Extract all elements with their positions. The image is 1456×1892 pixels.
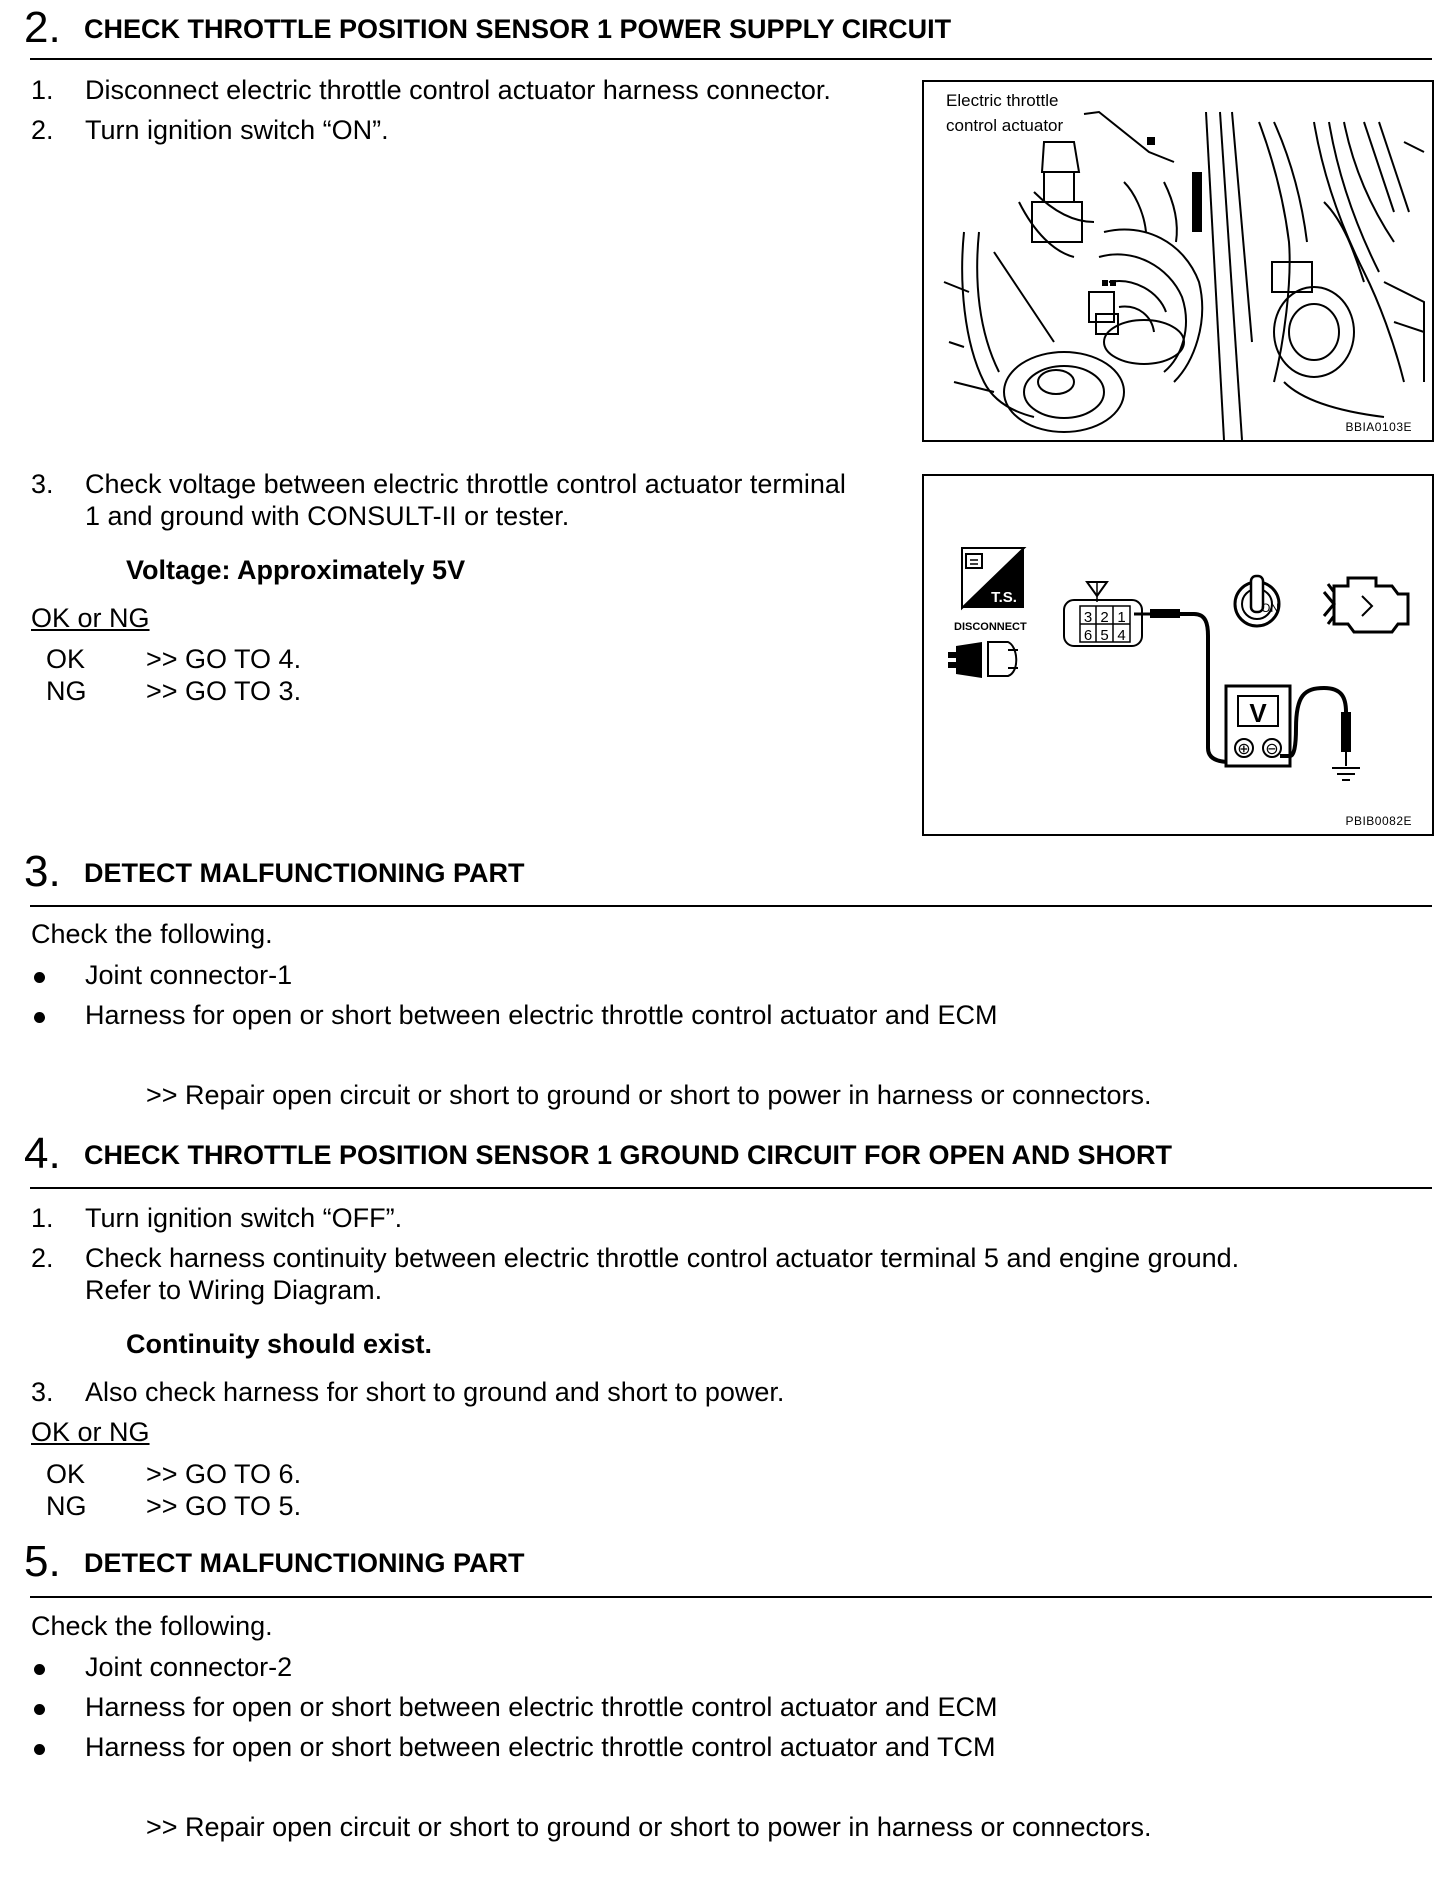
s2-step-3-line-1: Check voltage between electric throttle control actuator terminal — [85, 469, 846, 499]
ts-label: T.S. — [991, 589, 1017, 606]
s3-intro: Check the following. — [31, 919, 273, 949]
disconnect-label: DISCONNECT — [954, 621, 1027, 633]
section-5-number: 5. — [24, 1537, 61, 1586]
plus-terminal: ⊕ — [1237, 739, 1251, 758]
s2-step-1-text: Disconnect electric throttle control actuator harness connector. — [85, 75, 831, 105]
s2-ok-ng-label: OK or NG — [31, 603, 150, 633]
pin-4: 4 — [1117, 627, 1126, 644]
s3-bullet-2: Harness for open or short between electric throttle control actuator and ECM — [85, 1000, 998, 1030]
engine-label-line-2: control actuator — [946, 116, 1064, 135]
switch-on-label: ON — [1261, 601, 1279, 615]
section-3-number: 3. — [24, 847, 61, 896]
s4-spec: Continuity should exist. — [126, 1329, 433, 1359]
s5-bullet-1: Joint connector-2 — [85, 1652, 293, 1682]
s4-result-ok-action: >> GO TO 6. — [146, 1459, 302, 1489]
s4-result-ok-label: OK — [46, 1459, 86, 1489]
pin-6: 6 — [1083, 627, 1093, 644]
s2-result-ok-label: OK — [46, 644, 86, 674]
s4-step-3-num: 3. — [31, 1377, 54, 1407]
s4-step-2-line-2: Refer to Wiring Diagram. — [85, 1275, 383, 1305]
circuit-test-figure — [922, 474, 1434, 836]
bullet-icon — [34, 1704, 45, 1715]
engine-figure-label — [946, 88, 1066, 138]
s4-step-2-line-1: Check harness continuity between electric throttle control actuator terminal 5 and engine ground. — [85, 1243, 1240, 1273]
s2-result-ng-action: >> GO TO 3. — [146, 676, 302, 706]
bullet-icon — [34, 1664, 45, 1675]
pin-2: 2 — [1100, 609, 1109, 626]
engine-compartment-figure — [922, 80, 1434, 442]
ground-symbol-icon — [1332, 768, 1360, 780]
section-4-number: 4. — [24, 1129, 61, 1178]
engine-figure-code: BBIA0103E — [1345, 420, 1412, 434]
s4-step-2-num: 2. — [31, 1243, 54, 1273]
voltmeter-label: V — [1249, 698, 1267, 728]
section-2-title: CHECK THROTTLE POSITION SENSOR 1 POWER SUPPLY CIRCUIT — [84, 14, 952, 44]
s5-bullet-2: Harness for open or short between electric throttle control actuator and ECM — [85, 1692, 998, 1722]
pin-5: 5 — [1100, 627, 1109, 644]
s4-step-3-text: Also check harness for short to ground and short to power. — [85, 1377, 785, 1407]
s4-result-ng-action: >> GO TO 5. — [146, 1491, 302, 1521]
section-4-rule — [30, 1187, 1432, 1189]
s4-step-1-num: 1. — [31, 1203, 54, 1233]
s2-step-3-line-2: 1 and ground with CONSULT-II or tester. — [85, 501, 570, 531]
engine-icon — [1324, 578, 1408, 632]
bullet-icon — [34, 1012, 45, 1023]
section-3-title: DETECT MALFUNCTIONING PART — [84, 858, 525, 888]
s2-result-ng-label: NG — [46, 676, 87, 706]
s5-repair: >> Repair open circuit or short to ground or short to power in harness or connectors. — [146, 1812, 1152, 1842]
section-3-rule — [30, 905, 1432, 907]
circuit-diagram — [924, 476, 1432, 834]
s2-step-1-num: 1. — [31, 75, 54, 105]
bullet-icon — [34, 972, 45, 983]
section-2-rule — [30, 58, 1432, 60]
pin-1: 1 — [1117, 609, 1126, 626]
s4-ok-ng-label: OK or NG — [31, 1417, 150, 1447]
s4-step-1-text: Turn ignition switch “OFF”. — [85, 1203, 403, 1233]
s2-spec: Voltage: Approximately 5V — [126, 555, 466, 585]
section-5-rule — [30, 1596, 1432, 1598]
s3-repair: >> Repair open circuit or short to ground or short to power in harness or connectors. — [146, 1080, 1152, 1110]
section-2-number: 2. — [24, 3, 61, 52]
minus-terminal: ⊖ — [1265, 739, 1279, 758]
s5-intro: Check the following. — [31, 1611, 273, 1641]
disconnect-icon — [948, 642, 1018, 678]
s3-bullet-1: Joint connector-1 — [85, 960, 293, 990]
s5-bullet-3: Harness for open or short between electric throttle control actuator and TCM — [85, 1732, 996, 1762]
pin-3: 3 — [1083, 609, 1093, 626]
circuit-figure-code: PBIB0082E — [1345, 814, 1412, 828]
s2-step-3-num: 3. — [31, 469, 54, 499]
s2-step-2-num: 2. — [31, 115, 54, 145]
s4-result-ng-label: NG — [46, 1491, 87, 1521]
section-4-title: CHECK THROTTLE POSITION SENSOR 1 GROUND CIRCUIT FOR OPEN AND SHORT — [84, 1140, 1173, 1170]
s2-result-ok-action: >> GO TO 4. — [146, 644, 302, 674]
bullet-icon — [34, 1744, 45, 1755]
s2-step-2-text: Turn ignition switch “ON”. — [85, 115, 389, 145]
engine-label-line-1: Electric throttle — [946, 91, 1059, 110]
section-5-title: DETECT MALFUNCTIONING PART — [84, 1548, 525, 1578]
